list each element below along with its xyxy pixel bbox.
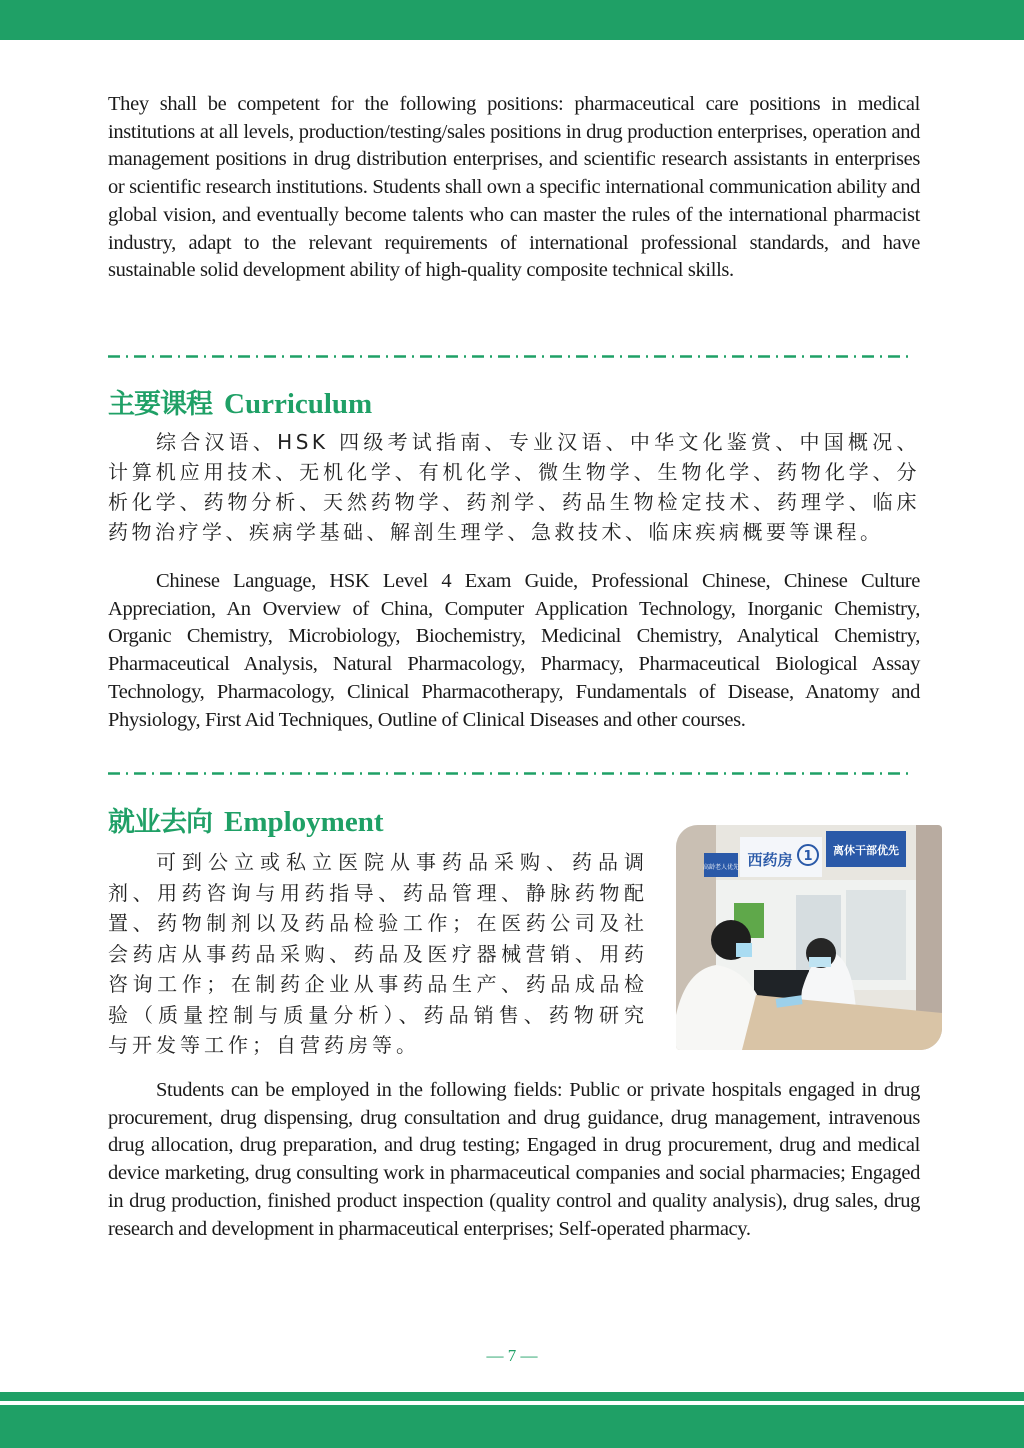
employment-body-zh: 可到公立或私立医院从事药品采购、药品调剂、用药咨询与用药指导、药品管理、静脉药物配置、药物制剂以及药品检验工作；在医药公司及社会药店从事药品采购、药品及医疗器械营销、用药咨询工作；在制药企业从事药品生产、药品成品检验（质量控制与质量分析）、药品销售、药物研究与开发等工作；自营药房等。 (108, 850, 648, 1057)
photo-sign-right: 离休干部优先 (833, 844, 899, 857)
footer-band-thin (0, 1392, 1024, 1401)
employment-heading (108, 800, 384, 839)
curriculum-title-zh: 主要课程 (108, 389, 212, 420)
section-divider (108, 355, 914, 358)
section-divider (108, 772, 914, 775)
employment-body-en: Students can be employed in the following fields: Public or private hospitals engaged in drug procurement, drug dispensing, drug consultation and drug guidance, drug management, intravenous drug allocation, drug preparation, and drug testing; Engaged in drug procurement, drug and medical device marketing, drug consulting work in pharmaceutical companies and social pharmacies; Engaged in drug production, finished product inspection (quality control and quality analysis), drug sales, drug research and development in pharmaceutical enterprises; Self-operated pharmacy. (108, 1079, 920, 1240)
employment-title-en: Employment (224, 806, 384, 838)
curriculum-body-zh: 综合汉语、HSK 四级考试指南、专业汉语、中华文化鉴赏、中国概况、计算机应用技术、无机化学、有机化学、微生物学、生物化学、药物化学、分析化学、药物分析、天然药物学、药剂学、药品生物检定技术、药理学、临床药物治疗学、疾病学基础、解剖生理学、急救技术、临床疾病概要等课程。 (108, 430, 920, 544)
pharmacy-counter-photo (676, 825, 942, 1050)
intro-paragraph: They shall be competent for the following positions: pharmaceutical care positions in medical institutions at all levels, production/testing/sales positions in drug production enterprises, operation and management positions in drug distribution enterprises, and scientific research assistants in enterprises or scientific research institutions. Students shall own a specific international communication ability and global vision, and eventually become talents who can master the rules of the international pharmacist industry, adapt to the relevant requirements of international professional standards, and have sustainable solid development ability of high-quality composite technical skills. (108, 93, 920, 282)
photo-sign-number: 1 (803, 849, 813, 864)
photo-sign-main: 西药房 (747, 851, 793, 869)
curriculum-heading (108, 382, 372, 421)
curriculum-title-en: Curriculum (224, 388, 373, 420)
employment-title-zh: 就业去向 (108, 807, 212, 838)
footer-band (0, 1405, 1024, 1448)
photo-sign-left: 高龄老人优先 (702, 864, 740, 871)
curriculum-body-en: Chinese Language, HSK Level 4 Exam Guide, Professional Chinese, Chinese Culture Appreciation, An Overview of China, Computer Application Technology, Inorganic Chemistry, Organic Chemistry, Microbiology, Biochemistry, Medicinal Chemistry, Analytical Chemistry, Pharmaceutical Analysis, Natural Pharmacology, Pharmacy, Pharmaceutical Biological Assay Technology, Pharmacology, Clinical Pharmacotherapy, Fundamentals of Disease, Anatomy and Physiology, First Aid Techniques, Outline of Clinical Diseases and other courses. (108, 570, 920, 731)
page-number: — 7 — (486, 1346, 538, 1365)
header-band (0, 0, 1024, 40)
